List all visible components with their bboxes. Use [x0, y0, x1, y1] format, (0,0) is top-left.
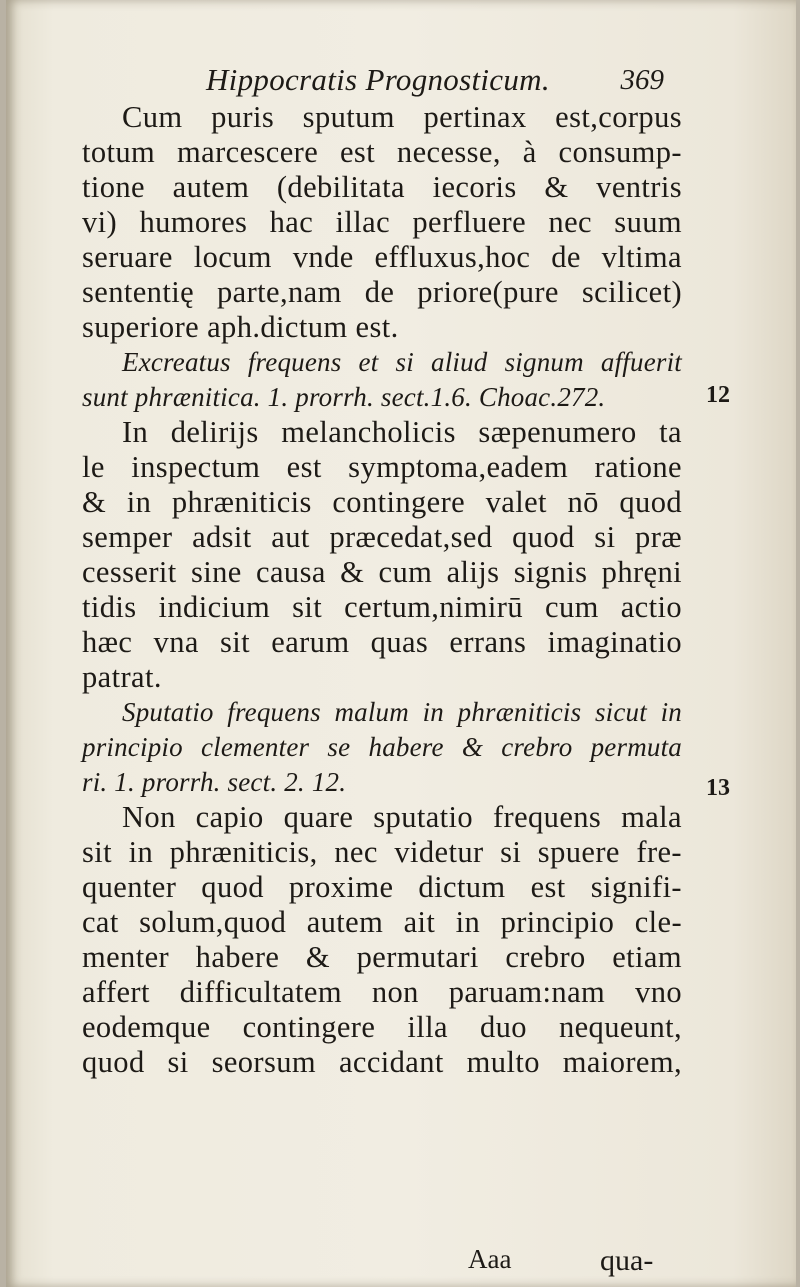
text-line: & in phræniticis contingere valet nō quod	[82, 485, 682, 519]
running-title: Hippocratis Prognosticum.	[206, 62, 550, 97]
text-line: tidis indicium sit certum,nimirū cum actio	[82, 590, 682, 624]
text-line: sententię parte,nam de priore(pure scilicet)	[82, 275, 682, 309]
aphorism-line: Excreatus frequens et si aliud signum affuerit	[122, 347, 682, 377]
aphorism-line: sunt phrænitica. 1. prorrh. sect.1.6. Choac.272.	[82, 382, 606, 412]
text-line: vi) humores hac illac perfluere nec suum	[82, 205, 682, 239]
page-header	[206, 62, 676, 102]
text-body	[82, 100, 682, 1080]
text-line: eodemque contingere illa duo nequeunt,	[82, 1010, 682, 1044]
text-line: quod si seorsum accidant multo maiorem,	[82, 1045, 682, 1079]
text-line: superiore aph.dictum est.	[82, 310, 399, 344]
text-line: totum marcescere est necesse, à consump-	[82, 135, 682, 169]
text-line: cesserit sine causa & cum alijs signis phręni	[82, 555, 682, 589]
text-line: menter habere & permutari crebro etiam	[82, 940, 682, 974]
signature-mark: Aaa	[468, 1244, 512, 1274]
text-line: quenter quod proxime dictum est signifi-	[82, 870, 682, 904]
text-line: Cum puris sputum pertinax est,corpus	[122, 100, 682, 134]
text-line: seruare locum vnde effluxus,hoc de vltima	[82, 240, 682, 274]
text-line: hæc vna sit earum quas errans imaginatio	[82, 625, 682, 659]
text-line: In delirijs melancholicis sæpenumero ta	[122, 415, 682, 449]
margin-aphorism-number: 12	[706, 382, 730, 408]
catchword: qua-	[600, 1244, 654, 1277]
aphorism-line: ri. 1. prorrh. sect. 2. 12.	[82, 767, 347, 797]
text-line: affert difficultatem non paruam:nam vno	[82, 975, 682, 1009]
text-line: cat solum,quod autem ait in principio cle-	[82, 905, 682, 939]
aphorism-line: Sputatio frequens malum in phræniticis sicut in	[122, 697, 682, 727]
text-line: semper adsit aut præcedat,sed quod si præ	[82, 520, 682, 554]
page-footer	[82, 1244, 682, 1280]
text-line: le inspectum est symptoma,eadem ratione	[82, 450, 682, 484]
margin-aphorism-number: 13	[706, 775, 730, 801]
page-number: 369	[620, 64, 664, 96]
text-line: patrat.	[82, 660, 162, 694]
text-line: Non capio quare sputatio frequens mala	[122, 800, 682, 834]
text-line: sit in phræniticis, nec videtur si spuere fre-	[82, 835, 682, 869]
text-line: tione autem (debilitata iecoris & ventris	[82, 170, 682, 204]
book-page	[6, 0, 796, 1287]
aphorism-line: principio clementer se habere & crebro permuta	[82, 732, 682, 762]
